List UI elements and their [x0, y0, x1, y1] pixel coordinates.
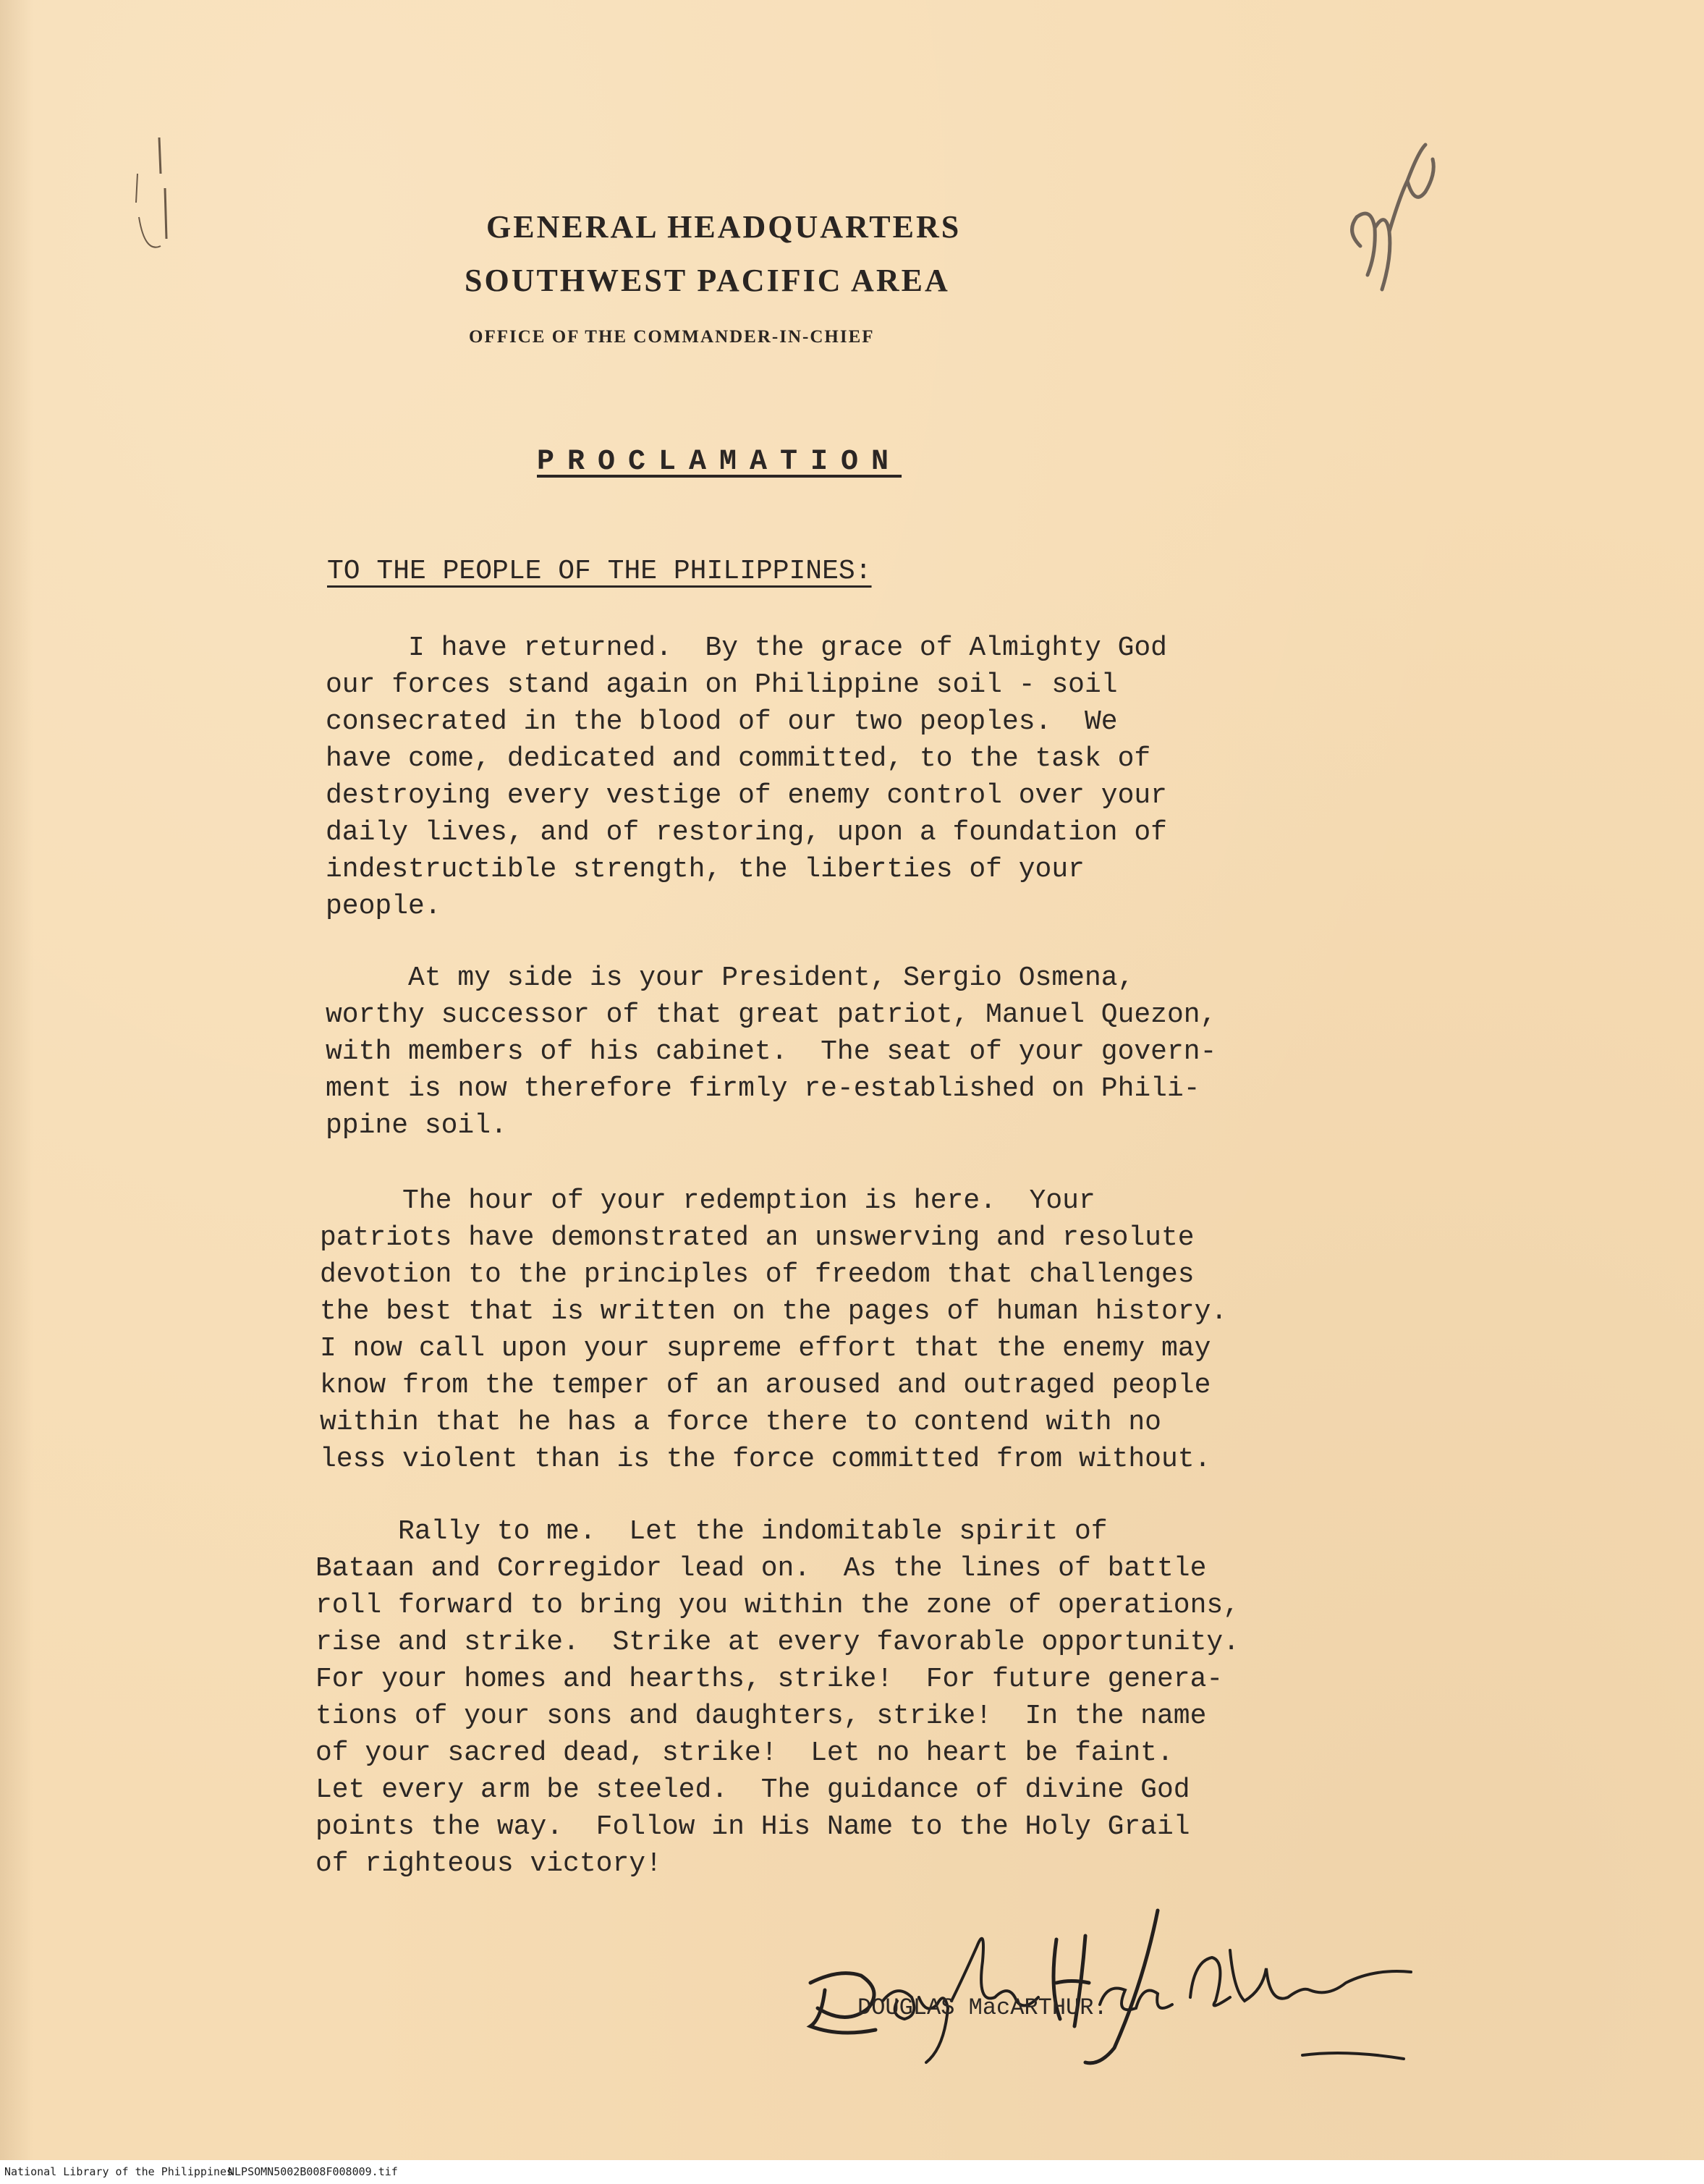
handwritten-initials-icon	[1317, 137, 1447, 304]
letterhead-line-3: OFFICE OF THE COMMANDER-IN-CHIEF	[469, 327, 875, 347]
paragraph-line: within that he has a force there to contend with no	[320, 1407, 1161, 1438]
paragraph-line: roll forward to bring you within the zone of operations,	[315, 1590, 1240, 1621]
paragraph-line: destroying every vestige of enemy control over your	[326, 780, 1167, 811]
paragraph-line: of righteous victory!	[315, 1848, 662, 1879]
paragraph-line: tions of your sons and daughters, strike! In the name	[315, 1701, 1207, 1732]
paragraph-line: consecrated in the blood of our two peoples. We	[326, 706, 1118, 737]
paragraph-line: have come, dedicated and committed, to the task of	[326, 743, 1151, 774]
paragraph-line: I now call upon your supreme effort that the enemy may	[320, 1333, 1211, 1364]
paragraph-line: For your homes and hearths, strike! For future genera-	[315, 1664, 1224, 1695]
paragraph-line: Bataan and Corregidor lead on. As the lines of battle	[315, 1553, 1207, 1584]
footer-filename: NLPSOMN5002B008F008009.tif	[228, 2165, 398, 2178]
paragraph-line: of your sacred dead, strike! Let no heart be faint.	[315, 1738, 1174, 1769]
letterhead-line-2: SOUTHWEST PACIFIC AREA	[465, 263, 950, 298]
scan-footer	[0, 2160, 1704, 2184]
paragraph-line: I have returned. By the grace of Almighty God	[326, 632, 1167, 664]
paragraph-line: the best that is written on the pages of human history.	[320, 1296, 1228, 1327]
paragraph-2	[326, 960, 1216, 1144]
paragraph-line: with members of his cabinet. The seat of your govern-	[326, 1036, 1217, 1067]
paragraph-line: devotion to the principles of freedom that challenges	[320, 1259, 1195, 1290]
paragraph-line: less violent than is the force committed from without.	[320, 1444, 1211, 1475]
paragraph-4	[315, 1513, 1239, 1882]
paragraph-3	[320, 1182, 1227, 1478]
staple-holes-icon	[109, 130, 181, 261]
paragraph-line: At my side is your President, Sergio Osmena,	[326, 962, 1135, 994]
paragraph-line: ppine soil.	[326, 1110, 507, 1141]
letterhead-line-1: GENERAL HEADQUARTERS	[486, 209, 962, 245]
paragraph-line: daily lives, and of restoring, upon a foundation of	[326, 817, 1167, 848]
paragraph-line: points the way. Follow in His Name to the Holy Grail	[315, 1811, 1190, 1842]
paragraph-line: ment is now therefore firmly re-established on Phili-	[326, 1073, 1200, 1104]
paragraph-line: indestructible strength, the liberties of your	[326, 854, 1085, 885]
handwritten-signature-icon	[796, 1882, 1462, 2070]
paragraph-line: people.	[326, 891, 441, 922]
paragraph-line: worthy successor of that great patriot, Manuel Quezon,	[326, 999, 1217, 1030]
paragraph-line: know from the temper of an aroused and outraged people	[320, 1370, 1211, 1401]
paragraph-line: rise and strike. Strike at every favorable opportunity.	[315, 1627, 1240, 1658]
paragraph-line: Rally to me. Let the indomitable spirit of	[315, 1516, 1108, 1547]
paragraph-line: The hour of your redemption is here. Your	[320, 1185, 1095, 1216]
paragraph-line: patriots have demonstrated an unswerving and resolute	[320, 1222, 1195, 1253]
paragraph-line: Let every arm be steeled. The guidance of divine God	[315, 1774, 1190, 1806]
proclamation-title: PROCLAMATION	[537, 446, 902, 478]
paragraph-1	[326, 630, 1167, 925]
signatory-name: DOUGLAS MacARTHUR.	[857, 1994, 1108, 2021]
paragraph-line: our forces stand again on Philippine soil - soil	[326, 669, 1118, 701]
footer-source: National Library of the Philippines	[4, 2165, 234, 2178]
paper-edge-shadow	[0, 0, 33, 2160]
salutation: TO THE PEOPLE OF THE PHILIPPINES:	[327, 556, 872, 587]
